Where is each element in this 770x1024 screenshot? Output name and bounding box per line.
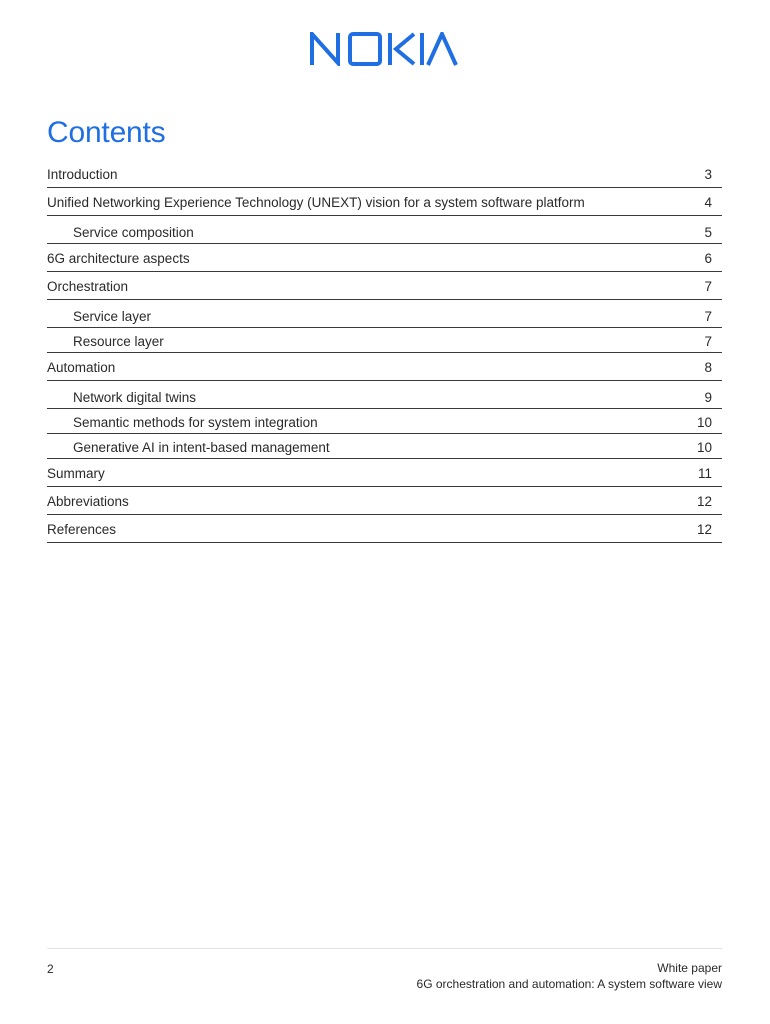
toc-entry-title: Abbreviations: [47, 494, 129, 509]
contents-heading: Contents: [47, 116, 166, 149]
toc-entry-title: Orchestration: [47, 279, 129, 294]
toc-entry[interactable]: [47, 409, 722, 434]
toc-entry[interactable]: [47, 300, 722, 328]
toc-entry[interactable]: [47, 381, 722, 409]
toc-entry-page: 12: [696, 522, 712, 537]
toc-entry-title: Service composition: [73, 225, 194, 240]
table-of-contents: [47, 160, 722, 543]
toc-entry-title: Service layer: [73, 309, 152, 324]
toc-entry-page: 7: [704, 279, 712, 294]
toc-entry[interactable]: [47, 459, 722, 487]
toc-entry-page: 10: [696, 440, 712, 455]
footer-document-info: [417, 960, 722, 992]
toc-entry-title: Summary: [47, 466, 105, 481]
toc-entry-title: Unified Networking Experience Technology (UNEXT) vision for a system software platform: [47, 195, 585, 210]
toc-entry-title: Network digital twins: [73, 390, 197, 405]
toc-entry-page: 8: [704, 360, 712, 375]
toc-entry-page: 4: [704, 195, 712, 210]
toc-entry[interactable]: [47, 188, 722, 216]
toc-entry[interactable]: [47, 515, 722, 543]
toc-entry-title: 6G architecture aspects: [47, 251, 190, 266]
footer-doc-title: 6G orchestration and automation: A system software view: [416, 977, 722, 991]
toc-entry[interactable]: [47, 434, 722, 459]
toc-entry[interactable]: [47, 487, 722, 515]
toc-entry-title: References: [47, 522, 117, 537]
toc-entry[interactable]: [47, 353, 722, 381]
toc-entry-page: 3: [704, 167, 712, 182]
footer-doc-type: White paper: [657, 961, 722, 975]
footer-page-number: 2: [47, 962, 54, 976]
footer-divider: [47, 948, 722, 949]
toc-entry[interactable]: [47, 216, 722, 244]
toc-entry-title: Resource layer: [73, 334, 164, 349]
toc-entry-page: 12: [696, 494, 712, 509]
toc-entry[interactable]: [47, 244, 722, 272]
toc-entry-title: Automation: [47, 360, 116, 375]
toc-entry-page: 9: [704, 390, 712, 405]
nokia-logo: [310, 32, 458, 66]
toc-entry[interactable]: [47, 328, 722, 353]
toc-entry-title: Semantic methods for system integration: [73, 415, 318, 430]
toc-entry-page: 10: [696, 415, 712, 430]
toc-entry[interactable]: [47, 272, 722, 300]
toc-entry-page: 5: [704, 225, 712, 240]
toc-entry-title: Generative AI in intent-based management: [73, 440, 330, 455]
toc-entry-title: Introduction: [47, 167, 118, 182]
toc-entry-page: 6: [704, 251, 712, 266]
toc-entry-page: 7: [704, 334, 712, 349]
toc-entry-page: 11: [697, 466, 712, 481]
toc-entry[interactable]: [47, 160, 722, 188]
toc-entry-page: 7: [704, 309, 712, 324]
